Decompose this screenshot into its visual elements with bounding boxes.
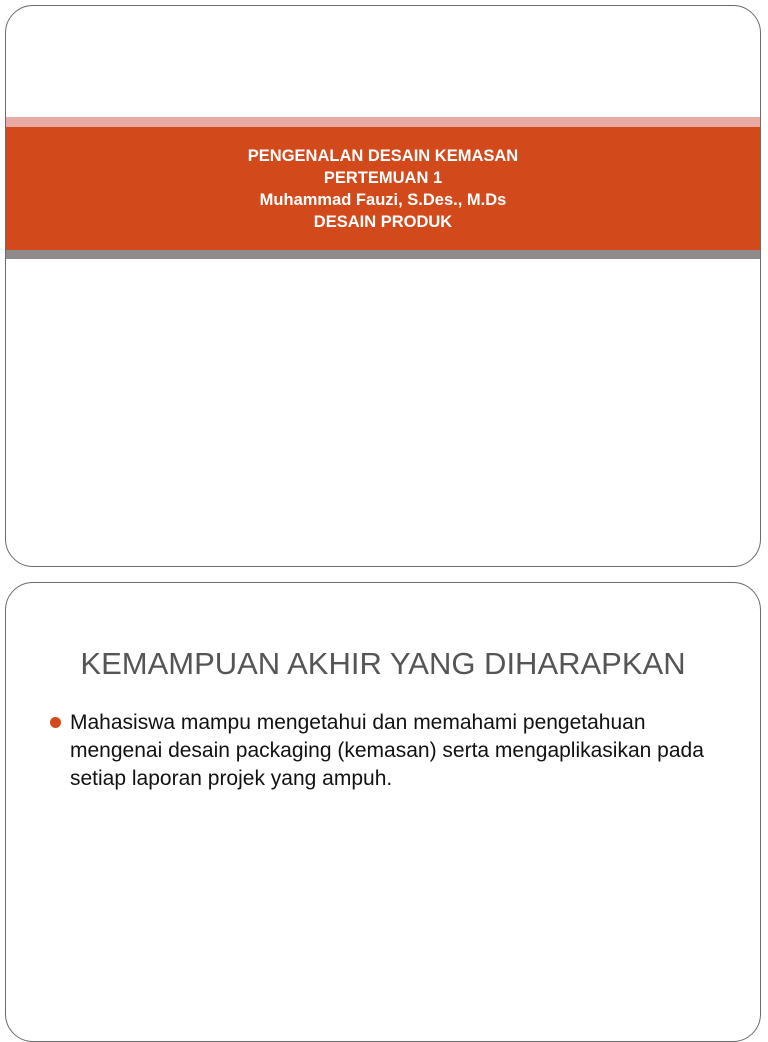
title-slide xyxy=(5,5,761,567)
program-name: DESAIN PRODUK xyxy=(313,212,453,231)
pink-accent-band xyxy=(6,117,760,127)
content-slide xyxy=(5,582,761,1042)
lecturer-name: Muhammad Fauzi, S.Des., M.Ds xyxy=(259,190,507,209)
bullet-dot-icon xyxy=(50,717,61,728)
bullet-text: Mahasiswa mampu mengetahui dan memahami pengetahuan mengenai desain packaging (kemasan) serta mengaplikasikan pada setiap laporan projek yang ampuh. xyxy=(70,711,704,790)
slide-heading: KEMAMPUAN AKHIR YANG DIHARAPKAN xyxy=(80,646,686,681)
gray-accent-band xyxy=(6,250,760,259)
title-banner xyxy=(6,127,760,250)
slide-title: PENGENALAN DESAIN KEMASAN xyxy=(247,146,519,165)
list-item xyxy=(48,709,738,793)
meeting-number: PERTEMUAN 1 xyxy=(323,168,443,187)
bullet-list xyxy=(48,709,738,793)
